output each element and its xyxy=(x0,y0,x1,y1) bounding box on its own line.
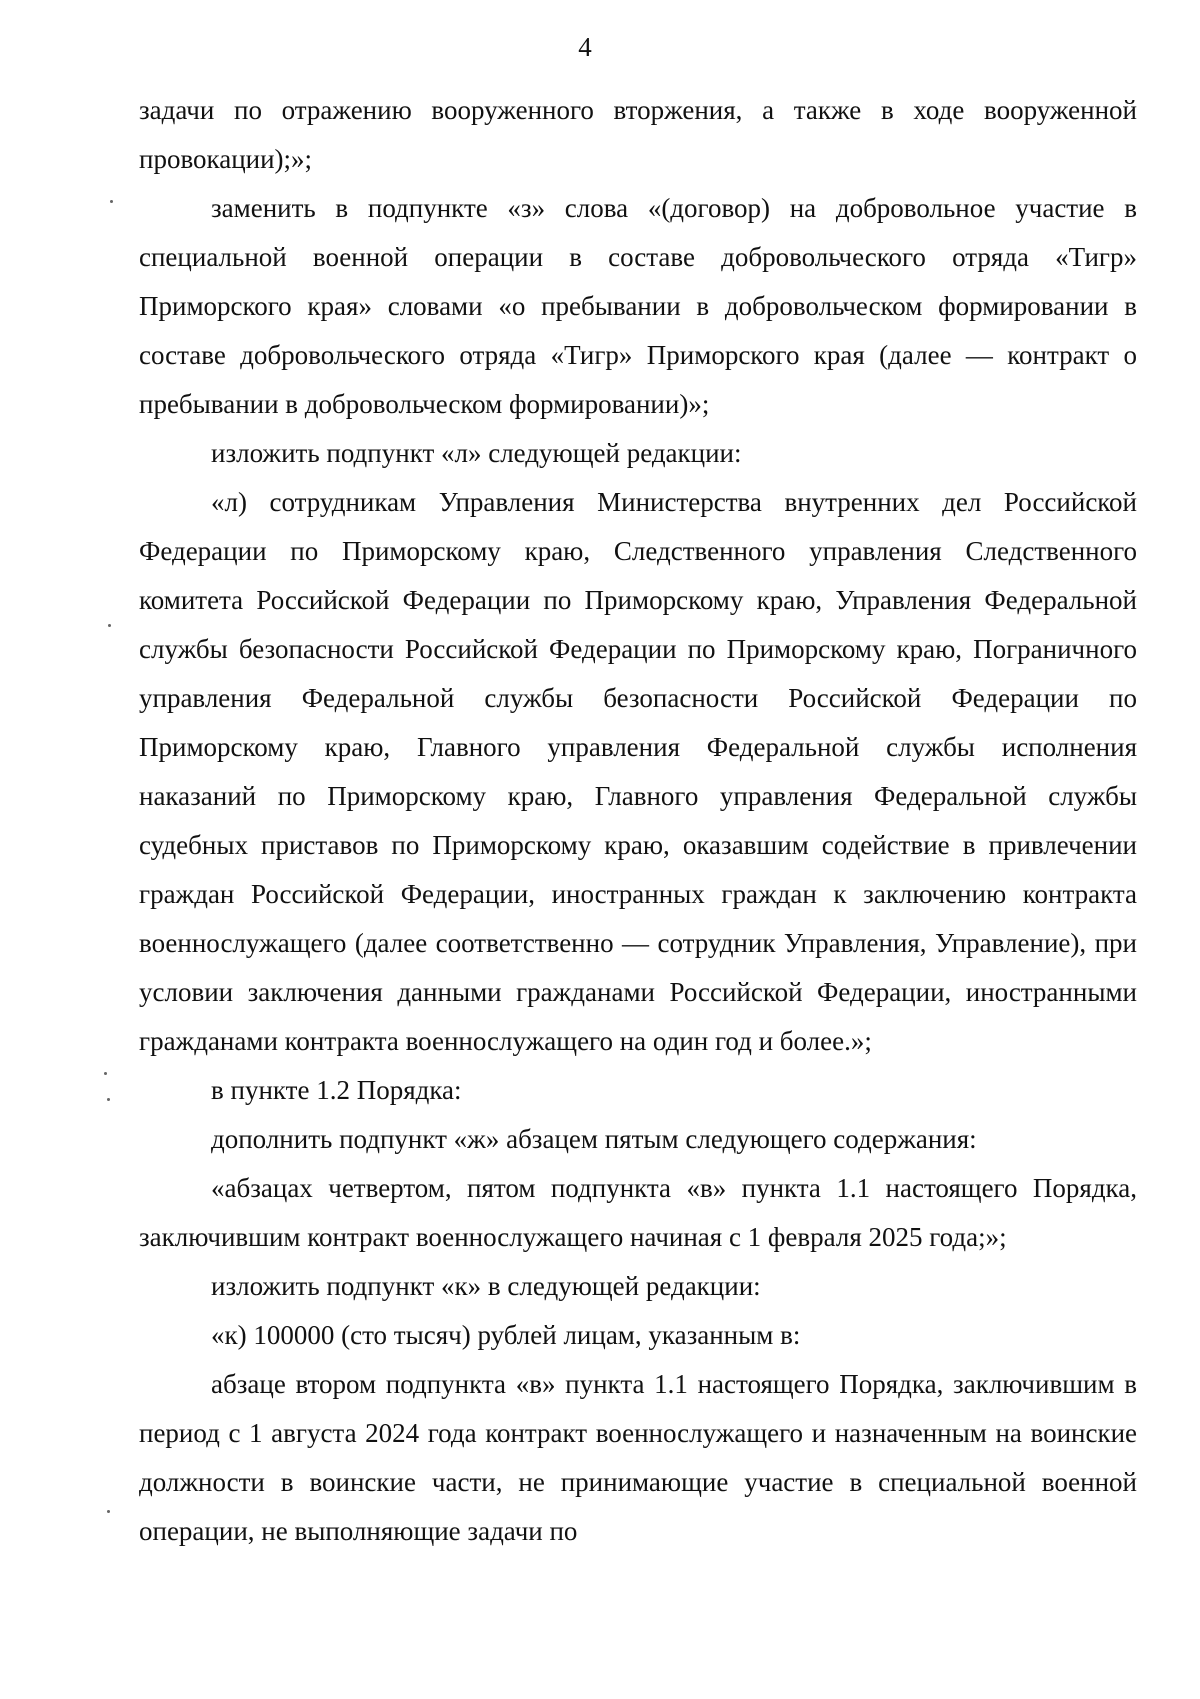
scan-speck xyxy=(107,1098,110,1101)
paragraph-state-l: изложить подпункт «л» следующей редакции: xyxy=(211,438,742,468)
scan-speck xyxy=(107,1510,110,1513)
scan-speck xyxy=(110,200,113,203)
scan-speck xyxy=(108,624,111,627)
paragraph-state-k: изложить подпункт «к» в следующей редакции: xyxy=(211,1271,761,1301)
paragraph-supplement-zh: дополнить подпункт «ж» абзацем пятым следующего содержания: xyxy=(211,1124,977,1154)
document-body xyxy=(139,86,1137,1556)
paragraph-subitem-l: «л) сотрудникам Управления Министерства внутренних дел Российской Федерации по Приморскому краю, Следственного управления Следственного комитета Российской Федерации по Приморскому краю, Управления Федеральной службы безопасности Российской Федерации по Приморскому краю, Пограничного управления Федеральной службы безопасности Российской Федерации по Приморскому краю, Главного управления Федеральной службы исполнения наказаний по Приморскому краю, Главного управления Федеральной службы судебных приставов по Приморскому краю, оказавшим содействие в привлечении граждан Российской Федерации, иностранных граждан к заключению контракта военнослужащего (далее соответственно — сотрудник Управления, Управление), при условии заключения данными гражданами Российской Федерации, иностранными гражданами контракта военнослужащего на один год и более.»; xyxy=(139,487,1137,1056)
paragraph-abzats-text: «абзацах четвертом, пятом подпункта «в» пункта 1.1 настоящего Порядка, заключившим контракт военнослужащего начиная с 1 февраля 2025 года;»; xyxy=(139,1173,1137,1252)
paragraph-item-1-2: в пункте 1.2 Порядка: xyxy=(211,1075,462,1105)
paragraph-subitem-k: «к) 100000 (сто тысяч) рублей лицам, указанным в: xyxy=(211,1320,801,1350)
paragraph-continuation: задачи по отражению вооруженного вторжения, а также в ходе вооруженной провокации);»; xyxy=(139,95,1137,174)
paragraph-abzats-second: абзаце втором подпункта «в» пункта 1.1 настоящего Порядка, заключившим в период с 1 августа 2024 года контракт военнослужащего и назначенным на воинские должности в воинские части, не принимающие участие в специальной военной операции, не выполняющие задачи по xyxy=(139,1369,1137,1546)
scan-speck xyxy=(104,1072,107,1075)
paragraph-replace-z: заменить в подпункте «з» слова «(договор) на добровольное участие в специальной военной операции в составе добровольческого отряда «Тигр» Приморского края» словами «о пребывании в добровольческом формировании в составе добровольческого отряда «Тигр» Приморского края (далее — контракт о пребывании в добровольческом формировании)»; xyxy=(139,193,1137,419)
page-number: 4 xyxy=(578,32,592,62)
